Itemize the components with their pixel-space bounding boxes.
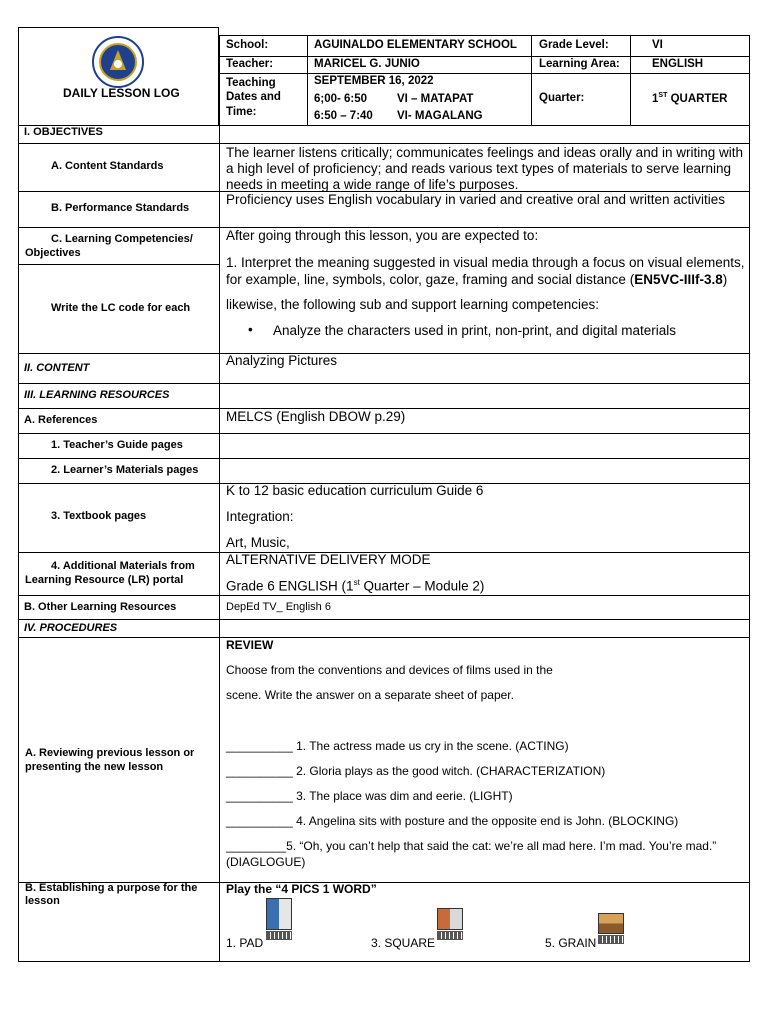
review-item-5-answer: (DIAGLOGUE) — [226, 855, 306, 869]
grade-label: Grade Level: — [539, 39, 609, 51]
other-resources-text: DepEd TV_ English 6 — [226, 601, 331, 613]
lc-code-label: Write the LC code for each — [51, 302, 191, 314]
additional-line-2: Grade 6 ENGLISH (1st Quarter – Module 2) — [226, 578, 485, 594]
word-5: 5. GRAIN — [545, 936, 597, 950]
section-2: VI- MAGALANG — [397, 110, 483, 122]
area-label: Learning Area: — [539, 58, 620, 70]
puzzle-image-square — [437, 908, 463, 940]
school-value: AGUINALDO ELEMENTARY SCHOOL — [314, 39, 517, 51]
competencies-likewise: likewise, the following sub and support learning competencies: — [226, 297, 599, 312]
puzzle-image-grain — [598, 913, 624, 944]
performance-standards-text: Proficiency uses English vocabulary in varied and creative oral and written activities — [226, 192, 725, 207]
review-item-4: __________ 4. Angelina sits with posture and the opposite end is John. (BLOCKING) — [226, 814, 679, 828]
review-label: A. Reviewing previous lesson or presenting the new lesson — [25, 747, 195, 773]
additional-materials-label: 4. Additional Materials from Learning Resource (LR) portal — [25, 560, 195, 586]
form-title: DAILY LESSON LOG — [63, 86, 180, 100]
learners-materials-label: 2. Learner’s Materials pages — [51, 464, 199, 476]
review-instruction-2: scene. Write the answer on a separate sheet of paper. — [226, 688, 514, 702]
word-3: 3. SQUARE — [371, 936, 436, 950]
teacher-label: Teacher: — [226, 58, 274, 70]
additional-line-1: ALTERNATIVE DELIVERY MODE — [226, 552, 431, 567]
review-title: REVIEW — [226, 638, 274, 652]
review-item-1: __________ 1. The actress made us cry in the scene. (ACTING) — [226, 739, 569, 753]
deped-seal-icon — [92, 36, 144, 88]
resources-heading: III. LEARNING RESOURCES — [24, 389, 170, 401]
textbook-label: 3. Textbook pages — [51, 510, 147, 522]
date-value: SEPTEMBER 16, 2022 — [314, 75, 434, 87]
objectives-heading: I. OBJECTIVES — [24, 126, 103, 138]
competency-1: 1. Interpret the meaning suggested in visual media through a focus on visual elements, for example, line, symbols, color, gaze, framing and social distance (EN5VC-IIIf-3.8) — [226, 255, 745, 287]
teacher-value: MARICEL G. JUNIO — [314, 58, 420, 70]
quarter-value: 1ST QUARTER — [652, 92, 728, 105]
review-item-2: __________ 2. Gloria plays as the good witch. (CHARACTERIZATION) — [226, 764, 606, 778]
word-1: 1. PAD — [226, 936, 264, 950]
other-resources-label: B. Other Learning Resources — [24, 601, 177, 613]
section-1: VI – MATAPAT — [397, 93, 474, 105]
time-1: 6;00- 6:50 — [314, 93, 368, 105]
area-value: ENGLISH — [652, 58, 704, 70]
content-standards-text: The learner listens critically; communicates feelings and ideas orally and in writing with a high level of proficiency; and reads various text types of materials to serve learning needs in meeting a wide range of life’s purposes. — [226, 145, 743, 192]
dates-label-1: Teaching — [226, 77, 276, 89]
textbook-line-1: K to 12 basic education curriculum Guide 6 — [226, 483, 484, 498]
review-item-5: _________5. “Oh, you can’t help that said the cat: we’re all mad here. I’m mad. You’re mad.” — [226, 839, 717, 853]
content-text: Analyzing Pictures — [226, 353, 338, 368]
dates-label-3: Time: — [226, 106, 257, 118]
competencies-label: C. Learning Competencies/ Objectives — [25, 233, 193, 259]
performance-standards-label: B. Performance Standards — [51, 202, 190, 214]
teachers-guide-label: 1. Teacher’s Guide pages — [51, 439, 183, 451]
references-label: A. References — [24, 414, 98, 426]
quarter-label: Quarter: — [539, 92, 585, 104]
competency-bullet: Analyze the characters used in print, non-print, and digital materials — [273, 323, 676, 338]
competencies-intro: After going through this lesson, you are expected to: — [226, 228, 539, 243]
dates-label-2: Dates and — [226, 91, 281, 103]
review-instruction-1: Choose from the conventions and devices of films used in the — [226, 663, 553, 677]
references-text: MELCS (English DBOW p.29) — [226, 409, 406, 424]
content-standards-label: A. Content Standards — [51, 160, 164, 172]
review-item-3: __________ 3. The place was dim and eerie. (LIGHT) — [226, 789, 513, 803]
content-heading: II. CONTENT — [24, 362, 90, 374]
school-label: School: — [226, 39, 269, 51]
textbook-line-3: Art, Music, — [226, 535, 290, 550]
competency-code: EN5VC-IIIf-3.8 — [634, 272, 723, 287]
grade-value: VI — [652, 39, 663, 51]
procedures-heading: IV. PROCEDURES — [24, 622, 118, 634]
game-title: Play the “4 PICS 1 WORD” — [226, 882, 377, 896]
puzzle-image-pad — [266, 898, 292, 940]
competency-bullet-dot: • — [248, 322, 253, 337]
textbook-line-2: Integration: — [226, 509, 294, 524]
time-2: 6:50 – 7:40 — [314, 110, 373, 122]
purpose-label: B. Establishing a purpose for the lesson — [25, 882, 198, 907]
